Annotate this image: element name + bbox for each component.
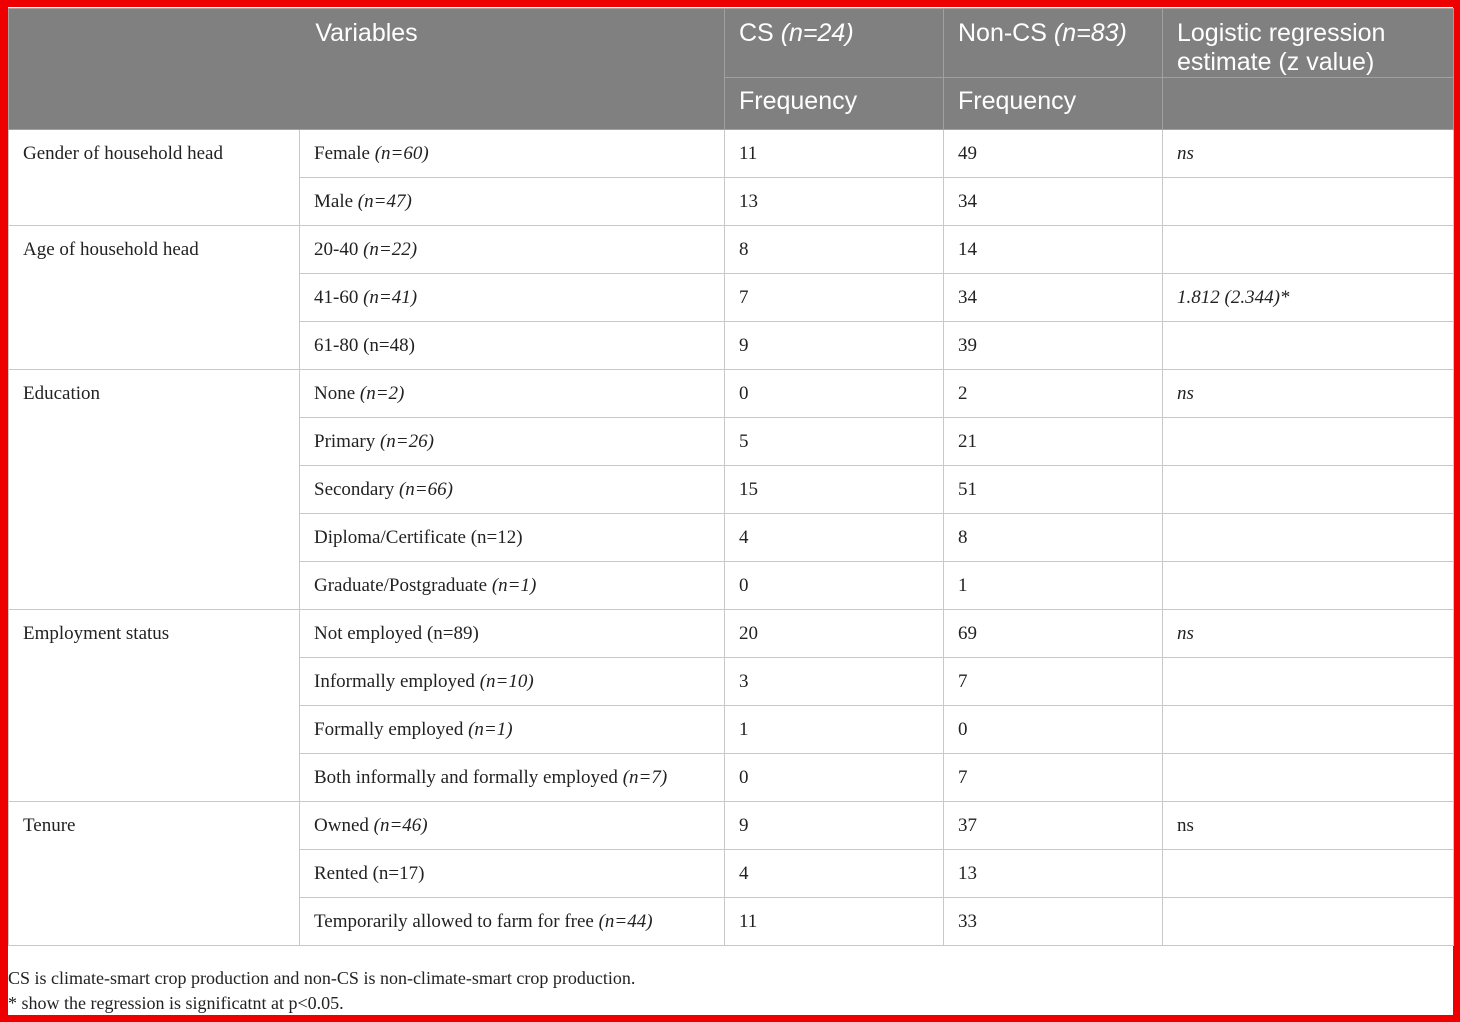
noncs-frequency-cell: 1 bbox=[944, 562, 1163, 610]
regression-estimate: ns bbox=[1177, 814, 1194, 836]
header-noncs-label: Non-CS bbox=[958, 19, 1047, 47]
regression-estimate-cell bbox=[1163, 226, 1454, 274]
category-cell bbox=[300, 370, 725, 418]
variable-group-label: Age of household head bbox=[9, 226, 300, 370]
regression-estimate-cell bbox=[1163, 658, 1454, 706]
header-noncs bbox=[944, 9, 1163, 78]
regression-estimate-cell bbox=[1163, 898, 1454, 946]
category-cell bbox=[300, 514, 725, 562]
regression-estimate-cell bbox=[1163, 322, 1454, 370]
noncs-frequency-cell: 34 bbox=[944, 274, 1163, 322]
table-row bbox=[9, 370, 1454, 418]
regression-estimate-cell bbox=[1163, 706, 1454, 754]
category-count: (n=89) bbox=[426, 622, 479, 644]
category-count: (n=12) bbox=[470, 526, 523, 548]
header-logit-line1: Logistic regression bbox=[1177, 19, 1386, 47]
noncs-frequency-cell: 0 bbox=[944, 706, 1163, 754]
cs-frequency-cell: 3 bbox=[725, 658, 944, 706]
noncs-frequency-cell: 49 bbox=[944, 130, 1163, 178]
category-count: (n=17) bbox=[372, 862, 425, 884]
footnote-significance: * show the regression is significatnt at p<0.05. bbox=[8, 993, 344, 1013]
footnote-cs-definition: CS is climate-smart crop production and non-CS is non-climate-smart crop production. bbox=[8, 968, 636, 988]
variable-group-label: Employment status bbox=[9, 610, 300, 802]
header-logit-line2: estimate (z value) bbox=[1177, 48, 1375, 76]
footnotes bbox=[8, 966, 635, 1016]
regression-estimate: ns bbox=[1177, 142, 1194, 164]
regression-estimate-cell bbox=[1163, 802, 1454, 850]
table-header bbox=[9, 9, 1454, 130]
regression-estimate: 1.812 (2.344)* bbox=[1177, 286, 1290, 308]
category-cell bbox=[300, 802, 725, 850]
category-cell bbox=[300, 274, 725, 322]
category-count: (n=7) bbox=[622, 766, 668, 788]
category-cell bbox=[300, 226, 725, 274]
regression-estimate-cell bbox=[1163, 370, 1454, 418]
noncs-frequency-cell: 21 bbox=[944, 418, 1163, 466]
noncs-frequency-cell: 39 bbox=[944, 322, 1163, 370]
noncs-frequency-cell: 14 bbox=[944, 226, 1163, 274]
category-cell bbox=[300, 322, 725, 370]
category-count: (n=48) bbox=[363, 334, 415, 356]
category-label: Diploma/Certificate bbox=[314, 526, 466, 548]
variable-group-label: Tenure bbox=[9, 802, 300, 946]
category-label: Secondary bbox=[314, 478, 395, 500]
category-count: (n=22) bbox=[363, 238, 418, 260]
noncs-frequency-cell: 33 bbox=[944, 898, 1163, 946]
regression-estimate-cell bbox=[1163, 130, 1454, 178]
category-count: (n=1) bbox=[491, 574, 537, 596]
table-row bbox=[9, 226, 1454, 274]
category-label: Formally employed bbox=[314, 718, 464, 740]
cs-frequency-cell: 0 bbox=[725, 370, 944, 418]
table-row bbox=[9, 130, 1454, 178]
category-cell bbox=[300, 706, 725, 754]
category-label: Primary bbox=[314, 430, 376, 452]
category-count: (n=41) bbox=[363, 286, 418, 308]
data-table bbox=[8, 8, 1454, 946]
regression-estimate: ns bbox=[1177, 382, 1194, 404]
regression-estimate-cell bbox=[1163, 514, 1454, 562]
category-label: Rented bbox=[314, 862, 368, 884]
variable-group-label: Gender of household head bbox=[9, 130, 300, 226]
category-label: 20-40 bbox=[314, 238, 359, 260]
noncs-frequency-cell: 51 bbox=[944, 466, 1163, 514]
category-cell bbox=[300, 898, 725, 946]
category-cell bbox=[300, 850, 725, 898]
regression-estimate-cell bbox=[1163, 418, 1454, 466]
category-count: (n=2) bbox=[359, 382, 405, 404]
category-cell bbox=[300, 178, 725, 226]
cs-frequency-cell: 13 bbox=[725, 178, 944, 226]
regression-estimate-cell bbox=[1163, 178, 1454, 226]
category-label: Graduate/Postgraduate bbox=[314, 574, 488, 596]
category-label: None bbox=[314, 382, 356, 404]
noncs-frequency-cell: 8 bbox=[944, 514, 1163, 562]
cs-frequency-cell: 4 bbox=[725, 850, 944, 898]
category-label: Male bbox=[314, 190, 354, 212]
noncs-frequency-cell: 13 bbox=[944, 850, 1163, 898]
category-label: Owned bbox=[314, 814, 369, 836]
category-label: Not employed bbox=[314, 622, 423, 644]
noncs-frequency-cell: 7 bbox=[944, 658, 1163, 706]
regression-estimate-cell bbox=[1163, 850, 1454, 898]
category-cell bbox=[300, 418, 725, 466]
category-count: (n=10) bbox=[479, 670, 534, 692]
category-cell bbox=[300, 610, 725, 658]
category-label: 41-60 bbox=[314, 286, 359, 308]
table-row bbox=[9, 610, 1454, 658]
header-noncs-frequency: Frequency bbox=[944, 78, 1163, 130]
regression-estimate-cell bbox=[1163, 754, 1454, 802]
table-body bbox=[9, 130, 1454, 946]
category-label: Temporarily allowed to farm for free bbox=[314, 910, 594, 932]
regression-estimate-cell bbox=[1163, 466, 1454, 514]
category-label: Informally employed bbox=[314, 670, 475, 692]
cs-frequency-cell: 4 bbox=[725, 514, 944, 562]
header-variables: Variables bbox=[9, 9, 725, 130]
header-cs bbox=[725, 9, 944, 78]
regression-estimate-cell bbox=[1163, 610, 1454, 658]
cs-frequency-cell: 0 bbox=[725, 562, 944, 610]
category-cell bbox=[300, 562, 725, 610]
category-count: (n=60) bbox=[374, 142, 429, 164]
cs-frequency-cell: 9 bbox=[725, 802, 944, 850]
noncs-frequency-cell: 37 bbox=[944, 802, 1163, 850]
cs-frequency-cell: 20 bbox=[725, 610, 944, 658]
category-cell bbox=[300, 466, 725, 514]
regression-estimate-cell bbox=[1163, 562, 1454, 610]
header-logit-blank bbox=[1163, 78, 1454, 130]
cs-frequency-cell: 9 bbox=[725, 322, 944, 370]
header-cs-label: CS bbox=[739, 19, 774, 47]
category-count: (n=44) bbox=[598, 910, 653, 932]
category-cell bbox=[300, 658, 725, 706]
cs-frequency-cell: 8 bbox=[725, 226, 944, 274]
noncs-frequency-cell: 69 bbox=[944, 610, 1163, 658]
category-count: (n=1) bbox=[468, 718, 513, 740]
cs-frequency-cell: 11 bbox=[725, 130, 944, 178]
header-logit bbox=[1163, 9, 1454, 78]
cs-frequency-cell: 11 bbox=[725, 898, 944, 946]
category-count: (n=47) bbox=[357, 190, 412, 212]
category-label: Female bbox=[314, 142, 370, 164]
noncs-frequency-cell: 2 bbox=[944, 370, 1163, 418]
cs-frequency-cell: 0 bbox=[725, 754, 944, 802]
category-count: (n=66) bbox=[398, 478, 453, 500]
noncs-frequency-cell: 34 bbox=[944, 178, 1163, 226]
category-cell bbox=[300, 754, 725, 802]
header-cs-frequency: Frequency bbox=[725, 78, 944, 130]
variable-group-label: Education bbox=[9, 370, 300, 610]
header-cs-n: (n=24) bbox=[780, 19, 854, 47]
category-cell bbox=[300, 130, 725, 178]
cs-frequency-cell: 1 bbox=[725, 706, 944, 754]
cs-frequency-cell: 15 bbox=[725, 466, 944, 514]
category-label: 61-80 bbox=[314, 334, 359, 356]
cs-frequency-cell: 5 bbox=[725, 418, 944, 466]
header-noncs-n: (n=83) bbox=[1053, 19, 1127, 47]
regression-estimate-cell bbox=[1163, 274, 1454, 322]
table-row bbox=[9, 802, 1454, 850]
category-label: Both informally and formally employed bbox=[314, 766, 618, 788]
category-count: (n=26) bbox=[379, 430, 434, 452]
noncs-frequency-cell: 7 bbox=[944, 754, 1163, 802]
cs-frequency-cell: 7 bbox=[725, 274, 944, 322]
regression-estimate: ns bbox=[1177, 622, 1194, 644]
category-count: (n=46) bbox=[373, 814, 428, 836]
